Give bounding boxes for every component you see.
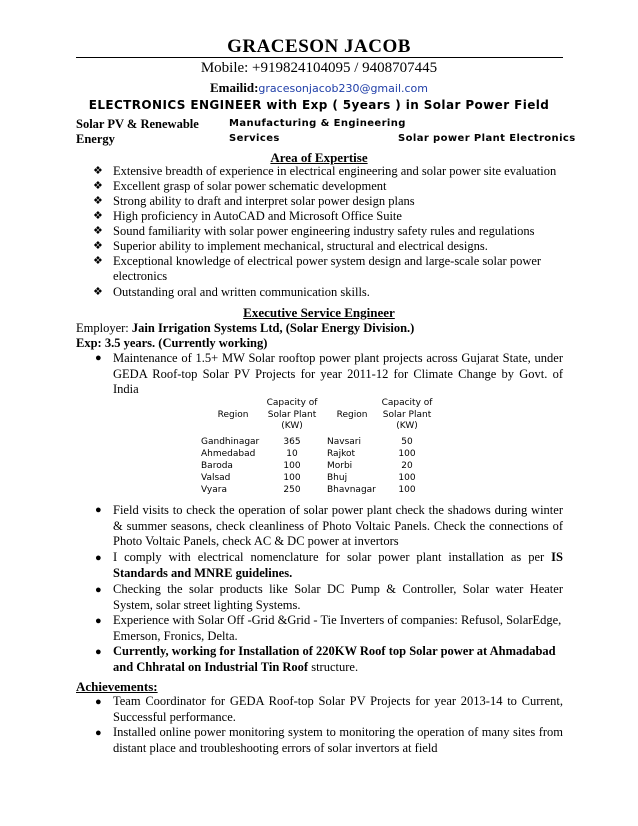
table-cell-kw: 100 (398, 485, 416, 495)
capability-2-line2: Services (229, 133, 280, 144)
employer-label: Employer: (76, 321, 129, 335)
table-cell-kw: 20 (401, 461, 413, 471)
duty-item (113, 582, 563, 613)
capability-1-line1: Solar PV & Renewable (76, 117, 199, 131)
achievement-line: Team Coordinator for GEDA Roof-top Solar PV Projects for year 2013-14 to Current, (113, 694, 563, 708)
achievement-item (113, 694, 563, 725)
capability-3: Solar power Plant Electronics (398, 133, 576, 144)
table-cell-region: Baroda (201, 461, 233, 471)
diamond-bullet-icon: ❖ (93, 240, 103, 252)
bullet-icon: ● (95, 352, 102, 364)
duty-line (113, 660, 563, 676)
experience-duration: Exp: 3.5 years. (Currently working) (76, 336, 268, 350)
table-header-region: Region (336, 410, 368, 420)
duty-line: Photo Voltaic Panels, check AC & DC power at invertors (113, 534, 399, 548)
duty-item (113, 503, 563, 550)
experience-title: Executive Service Engineer (243, 305, 395, 320)
diamond-bullet-icon: ❖ (93, 165, 103, 177)
table-cell-kw: 100 (283, 473, 301, 483)
expertise-item: Strong ability to draft and interpret solar power design plans (113, 194, 415, 208)
expertise-item: High proficiency in AutoCAD and Microsoft Office Suite (113, 209, 402, 223)
email-link[interactable]: gracesonjacob230@gmail.com (258, 82, 428, 95)
duty-line: Maintenance of 1.5+ MW Solar rooftop power plant projects across Gujarat State, under (113, 351, 563, 365)
table-cell-region: Vyara (201, 485, 227, 495)
duty-item (113, 613, 563, 644)
achievement-line: Installed online power monitoring system to monitoring the operation of many sites from (113, 725, 563, 739)
diamond-bullet-icon: ❖ (93, 286, 103, 298)
email-line (0, 80, 638, 96)
achievements-title: Achievements: (76, 679, 158, 694)
mobile-number: Mobile: +919824104095 / 9408707445 (200, 60, 438, 76)
duty-line: Field visits to check the operation of solar power plant check the shadows during winter (113, 503, 563, 517)
headline: ELECTRONICS ENGINEER with Exp ( 5years ) in Solar Power Field (88, 98, 550, 112)
duty-text-bold: IS (551, 550, 563, 564)
table-cell-kw: 50 (401, 437, 413, 447)
table-header-line: (KW) (396, 421, 418, 431)
bullet-icon: ● (95, 504, 102, 516)
table-cell-region: Bhavnagar (327, 485, 376, 495)
table-cell-region: Bhuj (327, 473, 348, 483)
expertise-title: Area of Expertise (270, 150, 368, 165)
duty-text: structure. (308, 659, 359, 674)
duty-item (113, 644, 563, 675)
table-header-line: Capacity of (266, 398, 318, 408)
expertise-item: Excellent grasp of solar power schematic development (113, 179, 387, 193)
duty-line: & summer seasons, check cleanliness of Photo Voltaic Panels. Check the connections of (113, 518, 563, 533)
employer-name: Jain Irrigation Systems Ltd, (Solar Energy Division.) (131, 321, 415, 335)
expertise-item: Exceptional knowledge of electrical power system design and large-scale solar power (113, 254, 542, 268)
achievement-line: distant place and troubleshooting errors of solar invertors at field (113, 740, 438, 755)
duty-line-bold: Currently, working for Installation of 220KW Roof top Solar power at Ahmadabad (113, 644, 556, 658)
table-header-line: Solar Plant (267, 409, 317, 420)
table-cell-kw: 100 (398, 473, 416, 483)
table-header-line: Solar Plant (382, 409, 432, 420)
diamond-bullet-icon: ❖ (93, 255, 103, 267)
table-header-line: Capacity of (381, 398, 433, 408)
table-cell-kw: 100 (398, 449, 416, 459)
table-cell-region: Rajkot (327, 449, 355, 459)
table-cell-region: Valsad (201, 473, 231, 483)
expertise-item: Extensive breadth of experience in electrical engineering and solar power site evaluation (113, 164, 557, 178)
achievement-line: Successful performance. (113, 709, 236, 724)
duty-text: I comply with electrical nomenclature for solar power plant installation as per (113, 550, 545, 564)
capability-1-line2: Energy (76, 132, 115, 146)
bullet-icon: ● (95, 727, 102, 739)
table-cell-kw: 250 (283, 485, 301, 495)
table-header-capacity (257, 398, 327, 433)
duty-item (113, 550, 563, 581)
table-header-region: Region (217, 410, 249, 420)
bullet-icon: ● (95, 552, 102, 564)
duty-text-bold: and Chhratal on Industrial Tin Roof (113, 659, 309, 674)
expertise-item-continued: electronics (113, 269, 168, 283)
employer-line (76, 321, 414, 336)
duty-line: GEDA Roof-top Solar PV Projects for year 2011-12 for Climate Change by Govt. of (113, 366, 563, 381)
email-label: Emailid: (210, 80, 259, 95)
table-cell-kw: 100 (283, 461, 301, 471)
duty-line: Emerson, Fronics, Delta. (113, 628, 238, 643)
table-cell-region: Gandhinagar (201, 437, 260, 447)
duty-line: Checking the solar products like Solar DC Pump & Controller, Solar water Heater (113, 582, 563, 596)
diamond-bullet-icon: ❖ (93, 225, 103, 237)
table-cell-region: Navsari (327, 437, 361, 447)
header-rule (76, 57, 563, 58)
duty-line: India (113, 382, 139, 396)
duty-item (113, 351, 563, 398)
table-cell-kw: 10 (286, 449, 298, 459)
table-header-capacity (372, 398, 442, 433)
diamond-bullet-icon: ❖ (93, 195, 103, 207)
diamond-bullet-icon: ❖ (93, 210, 103, 222)
diamond-bullet-icon: ❖ (93, 180, 103, 192)
table-header-line: (KW) (281, 421, 303, 431)
bullet-icon: ● (95, 615, 102, 627)
bullet-icon: ● (95, 584, 102, 596)
table-cell-region: Morbi (327, 461, 353, 471)
duty-line-bold: Standards and MNRE guidelines. (113, 565, 293, 580)
candidate-name: GRACESON JACOB (227, 36, 411, 57)
expertise-item: Superior ability to implement mechanical, structural and electrical designs. (113, 239, 488, 253)
bullet-icon: ● (95, 646, 102, 658)
duty-line: Experience with Solar Off -Grid &Grid - Tie Inverters of companies: Refusol, SolarEdge, (113, 613, 562, 627)
table-cell-region: Ahmedabad (201, 449, 256, 459)
capability-2-line1: Manufacturing & Engineering (229, 118, 406, 129)
achievement-item (113, 725, 563, 756)
duty-line: System, solar street lighting Systems. (113, 597, 301, 612)
duty-line (113, 550, 563, 566)
expertise-item: Sound familiarity with solar power engineering industry safety rules and regulations (113, 224, 535, 238)
expertise-item: Outstanding oral and written communication skills. (113, 285, 370, 299)
bullet-icon: ● (95, 696, 102, 708)
table-cell-kw: 365 (283, 437, 301, 447)
